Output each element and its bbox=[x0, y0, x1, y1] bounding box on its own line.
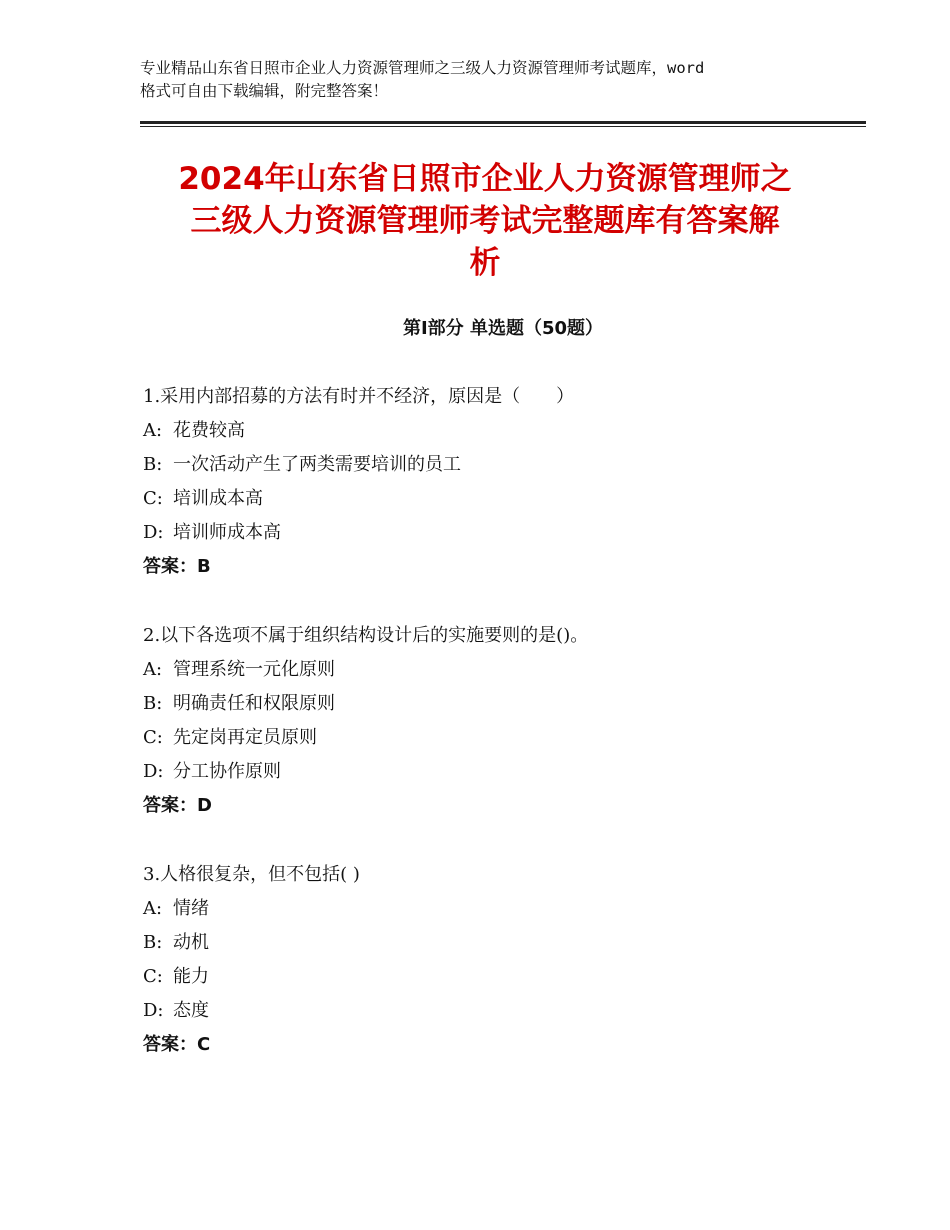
option-letter: A: bbox=[143, 898, 163, 919]
option-letter: D: bbox=[143, 1000, 164, 1021]
option-b bbox=[143, 448, 843, 482]
option-text: 培训师成本高 bbox=[173, 522, 281, 543]
option-letter: B: bbox=[143, 693, 163, 714]
header-note-line-1: 专业精品山东省日照市企业人力资源管理师之三级人力资源管理师考试题库，word bbox=[140, 59, 705, 77]
option-c bbox=[143, 960, 843, 994]
header-rule-thick bbox=[140, 121, 866, 124]
question-stem: 1.采用内部招募的方法有时并不经济，原因是（ ） bbox=[143, 386, 575, 407]
option-text: 情绪 bbox=[173, 898, 209, 919]
answer-line: 答案：C bbox=[143, 1034, 211, 1055]
option-text: 明确责任和权限原则 bbox=[173, 693, 335, 714]
option-text: 动机 bbox=[173, 932, 209, 953]
option-b bbox=[143, 687, 843, 721]
option-text: 培训成本高 bbox=[173, 488, 263, 509]
option-b bbox=[143, 926, 843, 960]
title-line-1: 2024年山东省日照市企业人力资源管理师之 bbox=[178, 161, 792, 197]
option-letter: A: bbox=[143, 659, 163, 680]
option-a bbox=[143, 414, 843, 448]
option-c bbox=[143, 721, 843, 755]
section-heading: 第Ⅰ部分 单选题（50题） bbox=[402, 318, 603, 339]
option-letter: C: bbox=[143, 488, 163, 509]
option-text: 分工协作原则 bbox=[173, 761, 281, 782]
option-letter: C: bbox=[143, 966, 163, 987]
option-text: 先定岗再定员原则 bbox=[173, 727, 317, 748]
option-d bbox=[143, 755, 843, 789]
option-d bbox=[143, 516, 843, 550]
option-letter: D: bbox=[143, 522, 164, 543]
option-letter: B: bbox=[143, 932, 163, 953]
option-a bbox=[143, 653, 843, 687]
option-text: 态度 bbox=[173, 1000, 209, 1021]
answer-line: 答案：B bbox=[143, 556, 211, 577]
header-note-line-2: 格式可自由下载编辑，附完整答案！ bbox=[140, 82, 389, 100]
option-d bbox=[143, 994, 843, 1028]
document-title bbox=[100, 158, 870, 284]
header-note bbox=[140, 57, 830, 103]
title-line-3: 析 bbox=[469, 245, 501, 281]
header-rule-thin bbox=[140, 126, 866, 127]
option-letter: A: bbox=[143, 420, 163, 441]
question-2 bbox=[143, 619, 843, 823]
option-text: 管理系统一元化原则 bbox=[173, 659, 335, 680]
option-c bbox=[143, 482, 843, 516]
option-text: 一次活动产生了两类需要培训的员工 bbox=[173, 454, 461, 475]
option-text: 能力 bbox=[173, 966, 209, 987]
question-stem: 3.人格很复杂，但不包括( ) bbox=[143, 864, 360, 885]
question-1 bbox=[143, 380, 843, 584]
option-letter: D: bbox=[143, 761, 164, 782]
option-a bbox=[143, 892, 843, 926]
answer-line: 答案：D bbox=[143, 795, 212, 816]
question-3 bbox=[143, 858, 843, 1062]
option-text: 花费较高 bbox=[173, 420, 245, 441]
option-letter: B: bbox=[143, 454, 163, 475]
option-letter: C: bbox=[143, 727, 163, 748]
title-line-2: 三级人力资源管理师考试完整题库有答案解 bbox=[190, 203, 780, 239]
question-stem: 2.以下各选项不属于组织结构设计后的实施要则的是()。 bbox=[143, 625, 589, 646]
